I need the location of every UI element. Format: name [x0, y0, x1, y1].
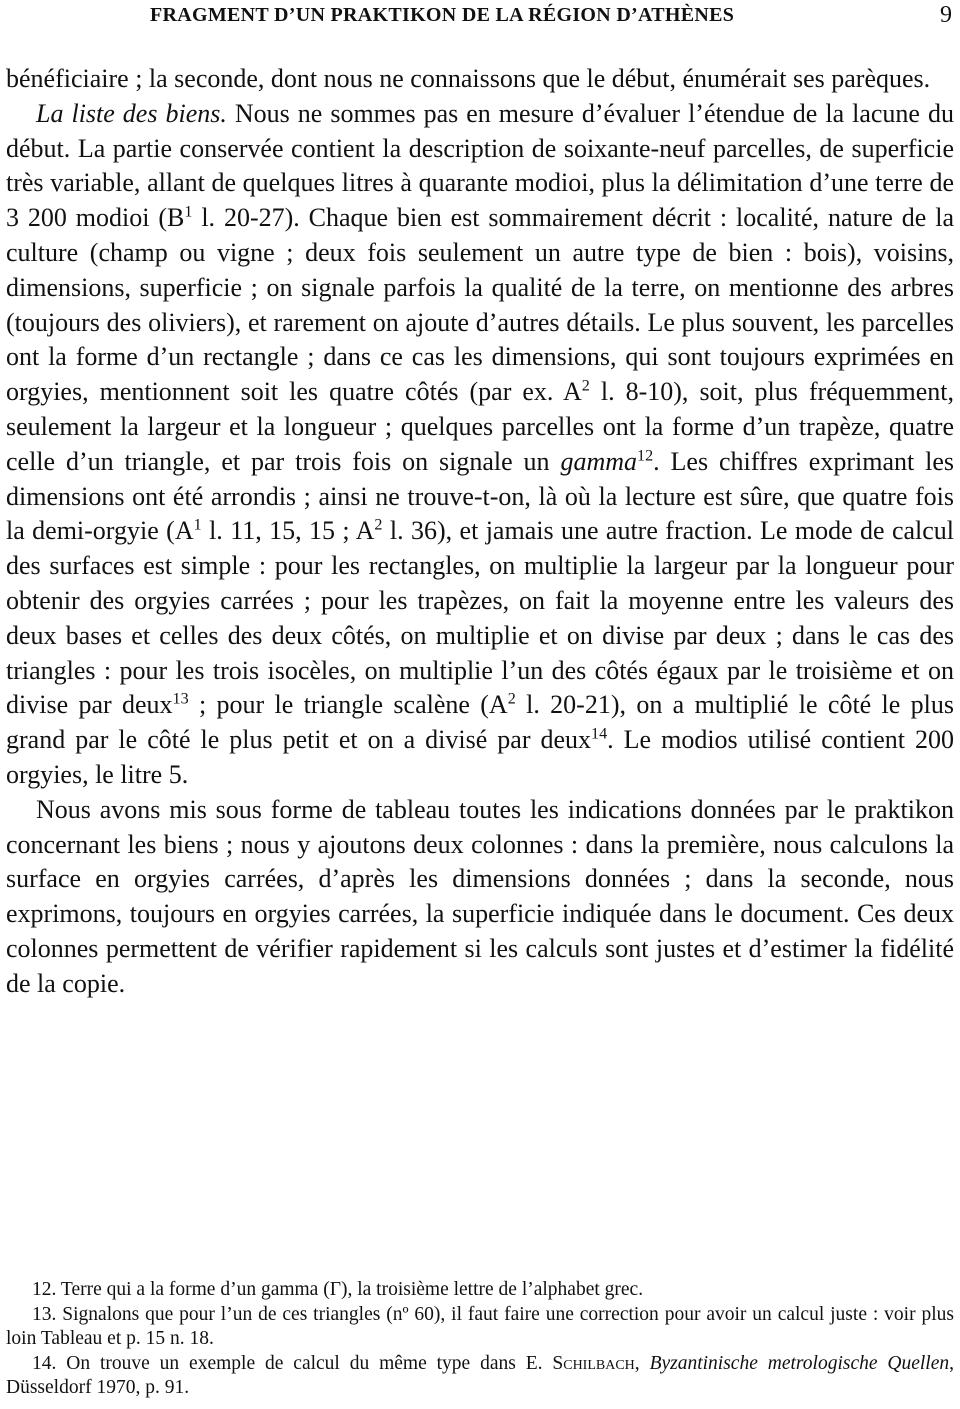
footnote-ref-12: 12	[637, 447, 654, 465]
paragraph-tableau	[6, 793, 954, 1002]
main-text	[6, 62, 954, 1002]
text-run: . Le modios utilisé contient 200 orgyies, le litre 5.	[6, 725, 954, 789]
superscript: 2	[507, 690, 516, 708]
text-run: Nous ne sommes pas en mesure d’évaluer l’étendue de la lacune du début. La partie conservée contient la description de soixante-neuf parcelles, de superficie très variable, allant de quelques litres à quarante modioi, plus la délimitation d’une terre de 3 200 modioi (B	[6, 98, 954, 233]
superscript: 1	[193, 516, 202, 534]
paragraph-text: Nous avons mis sous forme de tableau toutes les indications données par le praktikon concernant les biens ; nous y ajoutons deux colonnes : dans la première, nous calculons la surface en orgyies carrées, d’après les dimensions données ; dans la seconde, nous exprimons, toujours en orgyies carrées, la superficie indiquée dans le document. Ces deux colonnes permettent de vérifier rapidement si les calculs sont justes et d’estimer la fidélité de la copie.	[6, 794, 954, 998]
footnote-ref-14: 14	[591, 725, 608, 743]
text-run: l. 8-10), soit, plus fréquemment, seulement la largeur et la longueur ; quelques parcelles ont la forme d’un trapèze, quatre celle d’un triangle, et par trois fois on signale un	[6, 377, 954, 476]
paragraph-text: bénéficiaire ; la seconde, dont nous ne connaissons que le début, énumérait ses parèques.	[6, 64, 931, 93]
footnote-ref-13: 13	[172, 690, 189, 708]
paragraph-continuation	[6, 62, 954, 97]
footnote-13: 13. Signalons que pour l’un de ces triangles (nº 60), il faut faire une correction pour avoir un calcul juste : voir plus loin Tableau et p. 15 n. 18.	[6, 1303, 954, 1349]
footnotes	[6, 1278, 954, 1401]
superscript: 2	[374, 516, 383, 534]
footnote-12: 12. Terre qui a la forme d’un gamma (Γ), la troisième lettre de l’alphabet grec.	[32, 1279, 644, 1300]
page-number: 9	[940, 2, 952, 28]
italic-term: gamma	[560, 446, 638, 476]
text-run: l. 36), et jamais une autre fraction. Le mode de calcul des surfaces est simple : pour les rectangles, on multiplie la largeur par la longueur pour obtenir des orgyies carrées ; pour les trapèzes, on fait la moyenne entre les valeurs des deux bases et celles des deux côtés, on multiplie et on divise par deux ; dans le cas des triangles : pour les trois isocèles, on multiplie l’un des côtés égaux par le troisième et on divise par deux	[6, 516, 955, 720]
footnote-text: 14. On trouve un exemple de calcul du même type dans E.	[32, 1352, 553, 1374]
superscript: 2	[581, 377, 590, 395]
section-lead-in: La liste des biens.	[36, 98, 227, 128]
text-run: l. 11, 15, 15 ; A	[201, 516, 375, 546]
running-title: FRAGMENT D’UN PRAKTIKON DE LA RÉGION D’ATHÈNES	[150, 4, 735, 26]
footnote-text: ,	[634, 1352, 650, 1374]
author-name: Schilbach	[552, 1352, 635, 1374]
text-run: l. 20-27). Chaque bien est sommairement décrit : localité, nature de la culture (champ ou vigne ; deux fois seulement un autre type de bien : bois), voisins, dimensions, superficie ; on signale parfois la qualité de la terre, on mentionne des arbres (toujours des oliviers), et rarement on ajoute d’autres détails. Le plus souvent, les parcelles ont la forme d’un rectangle ; dans ce cas les dimensions, qui sont toujours exprimées en orgyies, mentionnent soit les quatre côtés (par ex. A	[6, 203, 955, 407]
footnote-14	[6, 1352, 954, 1401]
footnote-text: , Düsseldorf 1970, p. 91.	[6, 1352, 954, 1398]
text-run: ; pour le triangle scalène (A	[188, 690, 508, 720]
superscript: 1	[184, 203, 193, 221]
paragraph-liste-des-biens	[6, 97, 954, 793]
text-run: . Les chiffres exprimant les dimensions ont été arrondis ; ainsi ne trouve-t-on, là où la lecture est sûre, que quatre fois la demi-orgyie (A	[6, 446, 954, 546]
text-run: l. 20-21), on a multiplié le côté le plus grand par le côté le plus petit et on a divisé par deux	[6, 690, 954, 755]
work-title: Byzantinische metrologische Quellen	[649, 1352, 950, 1374]
